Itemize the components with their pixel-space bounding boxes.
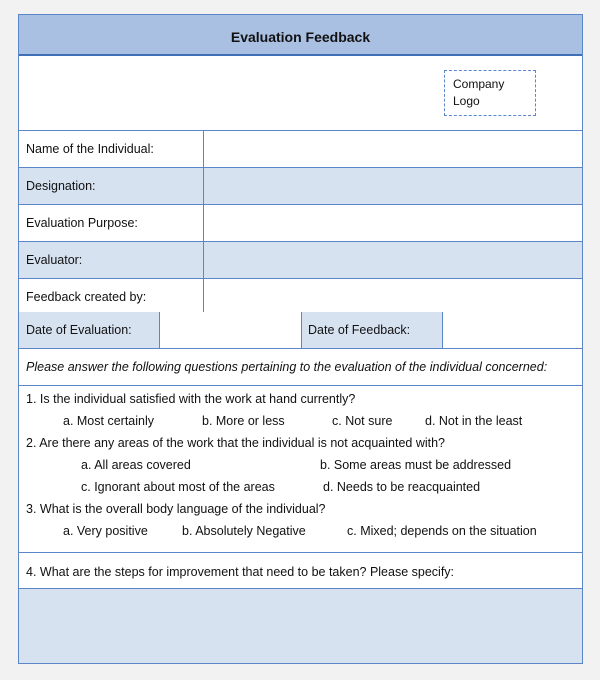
q3-option-a[interactable]: a. Very positive xyxy=(63,524,148,538)
question-2: 2. Are there any areas of the work that the individual is not acquainted with? xyxy=(26,436,446,450)
purpose-row xyxy=(19,205,582,242)
created-by-label: Feedback created by: xyxy=(26,290,147,304)
q2-option-a[interactable]: a. All areas covered xyxy=(81,458,191,472)
evaluation-form xyxy=(18,14,583,664)
q3-option-b[interactable]: b. Absolutely Negative xyxy=(182,524,306,538)
created-by-field[interactable] xyxy=(203,279,582,315)
improvement-steps-answer-area[interactable] xyxy=(19,589,582,663)
name-label: Name of the Individual: xyxy=(26,142,154,156)
q2-option-c[interactable]: c. Ignorant about most of the areas xyxy=(81,480,275,494)
q2-option-b[interactable]: b. Some areas must be addressed xyxy=(320,458,512,472)
dates-row xyxy=(19,312,582,349)
q1-option-b[interactable]: b. More or less xyxy=(202,414,285,428)
date-feedback-label: Date of Feedback: xyxy=(308,323,411,337)
name-row xyxy=(19,131,582,168)
questions-section xyxy=(19,386,582,553)
date-feedback-label-cell xyxy=(301,312,443,348)
purpose-field[interactable] xyxy=(203,205,582,241)
evaluator-row xyxy=(19,242,582,279)
question-3: 3. What is the overall body language of the individual? xyxy=(26,502,326,516)
name-field[interactable] xyxy=(203,131,582,167)
question-1: 1. Is the individual satisfied with the work at hand currently? xyxy=(26,392,356,406)
evaluator-label: Evaluator: xyxy=(26,253,83,267)
created-by-row xyxy=(19,279,582,316)
q1-option-d[interactable]: d. Not in the least xyxy=(425,414,523,428)
date-feedback-field[interactable] xyxy=(442,312,582,348)
purpose-label: Evaluation Purpose: xyxy=(26,216,138,230)
question-4: 4. What are the steps for improvement that need to be taken? Please specify: xyxy=(19,553,582,589)
form-title: Evaluation Feedback xyxy=(19,15,582,56)
designation-label: Designation: xyxy=(26,179,96,193)
date-evaluation-label: Date of Evaluation: xyxy=(26,323,132,337)
company-logo-placeholder xyxy=(444,70,536,116)
q1-option-a[interactable]: a. Most certainly xyxy=(63,414,155,428)
q3-option-c[interactable]: c. Mixed; depends on the situation xyxy=(347,524,537,538)
logo-line-2: Logo xyxy=(453,94,480,108)
evaluator-field[interactable] xyxy=(203,242,582,278)
logo-row xyxy=(19,56,582,131)
q2-option-d[interactable]: d. Needs to be reacquainted xyxy=(323,480,481,494)
instruction-text: Please answer the following questions pertaining to the evaluation of the individual concerned: xyxy=(19,349,582,386)
designation-field[interactable] xyxy=(203,168,582,204)
logo-line-1: Company xyxy=(453,77,505,91)
q1-option-c[interactable]: c. Not sure xyxy=(332,414,393,428)
date-evaluation-field[interactable] xyxy=(159,312,302,348)
designation-row xyxy=(19,168,582,205)
